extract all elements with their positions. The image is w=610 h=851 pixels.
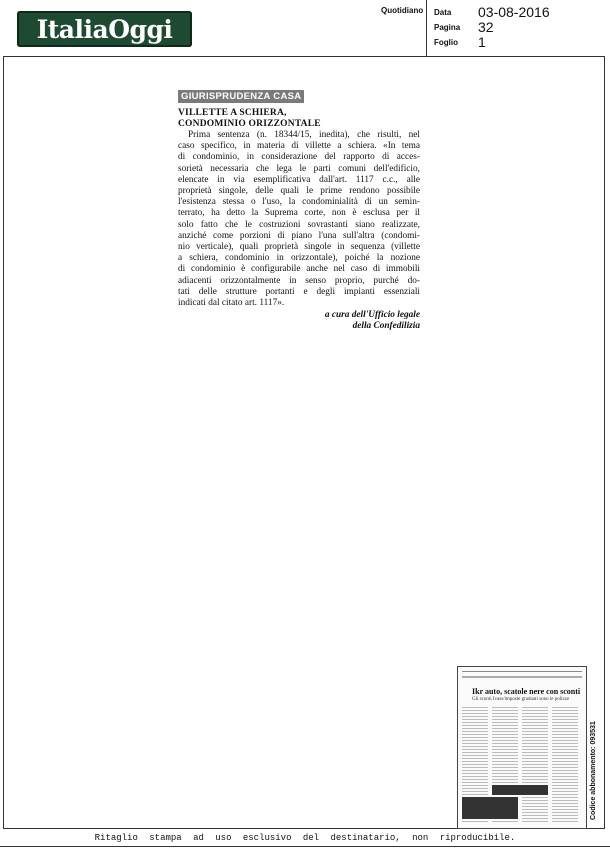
- thumbnail-title: Ikr auto, scatole nere con sconti: [472, 687, 581, 696]
- body-line: l'esistenza stessa o l'uso, la condominialità di un semin-: [178, 197, 420, 208]
- page-header: [0, 0, 610, 56]
- body-line: indicati dal citato art. 1117».: [178, 298, 285, 309]
- body-line: proprietà singole, delle quali le prime rendono possibile: [178, 186, 420, 197]
- body-line: adiacenti orizzontalmente in senso proprio, purché do-: [178, 275, 420, 286]
- article: [178, 86, 420, 332]
- publication-type: Quotidiano: [381, 6, 424, 15]
- body-line: terrato, ha detto la Suprema corte, non è esclusa per il: [178, 208, 420, 219]
- article-headline: [178, 108, 420, 129]
- footer-notice: Ritaglio stampa ad uso esclusivo del destinatario, non riproducibile.: [0, 833, 610, 847]
- body-line: di condominio, in considerazione del rapporto di acces-: [178, 152, 420, 163]
- thumbnail-rule: [462, 676, 582, 678]
- subscription-code: Codice abbonamento: 093531: [590, 721, 597, 820]
- body-line: di condominio è configurabile anche nel caso di immobili: [178, 264, 420, 275]
- body-line: sorietà necessaria che lega le parti comuni dell'edificio,: [178, 163, 420, 174]
- signature-line: della Confedilizia: [352, 321, 420, 332]
- body-line: tati delle strutture portanti e degli impianti essenziali: [178, 286, 420, 297]
- thumbnail-column: [522, 707, 548, 822]
- thumbnail-column: [552, 707, 578, 822]
- page-thumbnail: [457, 666, 587, 829]
- meta-key: Data: [434, 8, 452, 17]
- meta-value: 32: [478, 19, 494, 35]
- publication-logo: [17, 11, 192, 47]
- body-line: caso specifico, in materia di villette a schiera. «In tema: [178, 141, 420, 152]
- signature-line: a cura dell'Ufficio legale: [324, 310, 420, 321]
- body-line: nio verticale), quali proprietà singole in sequenza (villette: [178, 242, 420, 253]
- meta-key: Foglio: [434, 38, 458, 47]
- thumbnail-rule: [462, 671, 582, 672]
- thumbnail-subtitle: Gli sconti Ivass/imposte graduati sono le polizze: [472, 697, 570, 702]
- thumbnail-dark-block: [492, 785, 548, 795]
- headline-line: VILLETTE A SCHIERA,: [178, 108, 287, 118]
- logo-text: ItaliaOggi: [36, 14, 173, 44]
- meta-value: 1: [478, 34, 486, 50]
- section-tag: GIURISPRUDENZA CASA: [178, 90, 304, 103]
- headline-line: CONDOMINIO ORIZZONTALE: [178, 118, 321, 129]
- body-line: a schiera, condominio in orizzontale), poiché la nozione: [178, 253, 420, 264]
- meta-value: 03-08-2016: [478, 4, 550, 20]
- article-signature: [178, 310, 420, 332]
- body-line: anziché come porzioni di piano l'una sull'altra (condomi-: [178, 230, 420, 241]
- body-line: solo fatto che le costruzioni sovrastanti siano realizzate,: [178, 219, 420, 230]
- body-line: elencate in via esemplificativa dall'art. 1117 c.c., alle: [178, 174, 420, 185]
- meta-key: Pagina: [434, 23, 461, 32]
- body-line: Prima sentenza (n. 18344/15, inedita), che risulti, nel: [188, 130, 420, 140]
- meta-box: [426, 0, 610, 56]
- article-body: [178, 130, 420, 309]
- thumbnail-dark-block: [462, 797, 518, 819]
